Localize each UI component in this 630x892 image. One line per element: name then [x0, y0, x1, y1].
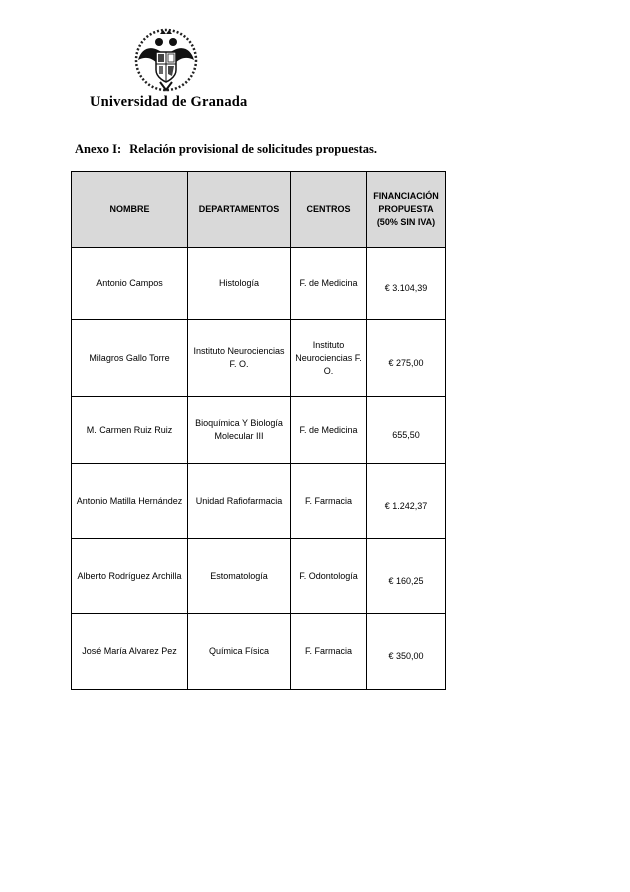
cell-financiacion: 655,50 [367, 397, 446, 464]
cell-departamento: Unidad Rafiofarmacia [188, 464, 291, 539]
grants-table [71, 171, 446, 690]
cell-departamento: Bioquímica Y Biología Molecular III [188, 397, 291, 464]
cell-nombre: Antonio Matilla Hernández [72, 464, 188, 539]
table-row [72, 397, 446, 464]
cell-nombre: Antonio Campos [72, 248, 188, 320]
cell-nombre: Milagros Gallo Torre [72, 320, 188, 397]
cell-nombre: José María Alvarez Pez [72, 614, 188, 690]
col-header-centros: CENTROS [291, 172, 367, 248]
institution-name: Universidad de Granada [90, 94, 248, 110]
cell-financiacion: € 350,00 [367, 614, 446, 690]
annex-title-text: Relación provisional de solicitudes propuestas. [129, 142, 378, 156]
university-crest-icon [130, 26, 202, 96]
cell-centro: F. Farmacia [291, 464, 367, 539]
col-header-departamentos: DEPARTAMENTOS [188, 172, 291, 248]
cell-centro: F. de Medicina [291, 397, 367, 464]
cell-departamento: Química Física [188, 614, 291, 690]
table-header-row [72, 172, 446, 248]
table-row [72, 320, 446, 397]
cell-departamento: Estomatología [188, 539, 291, 614]
col-header-nombre: NOMBRE [72, 172, 188, 248]
table-row [72, 464, 446, 539]
cell-nombre: Alberto Rodríguez Archilla [72, 539, 188, 614]
table-row [72, 539, 446, 614]
col-header-financiacion: FINANCIACIÓN PROPUESTA (50% SIN IVA) [367, 172, 446, 248]
cell-centro: F. de Medicina [291, 248, 367, 320]
cell-departamento: Instituto Neurociencias F. O. [188, 320, 291, 397]
table-row [72, 614, 446, 690]
cell-centro: Instituto Neurociencias F. O. [291, 320, 367, 397]
cell-centro: F. Odontología [291, 539, 367, 614]
cell-centro: F. Farmacia [291, 614, 367, 690]
annex-heading [75, 142, 377, 157]
table-row [72, 248, 446, 320]
cell-financiacion: € 160,25 [367, 539, 446, 614]
cell-financiacion: € 275,00 [367, 320, 446, 397]
cell-financiacion: € 3.104,39 [367, 248, 446, 320]
cell-nombre: M. Carmen Ruiz Ruiz [72, 397, 188, 464]
cell-departamento: Histología [188, 248, 291, 320]
cell-financiacion: € 1.242,37 [367, 464, 446, 539]
annex-number: Anexo I: [75, 142, 122, 156]
